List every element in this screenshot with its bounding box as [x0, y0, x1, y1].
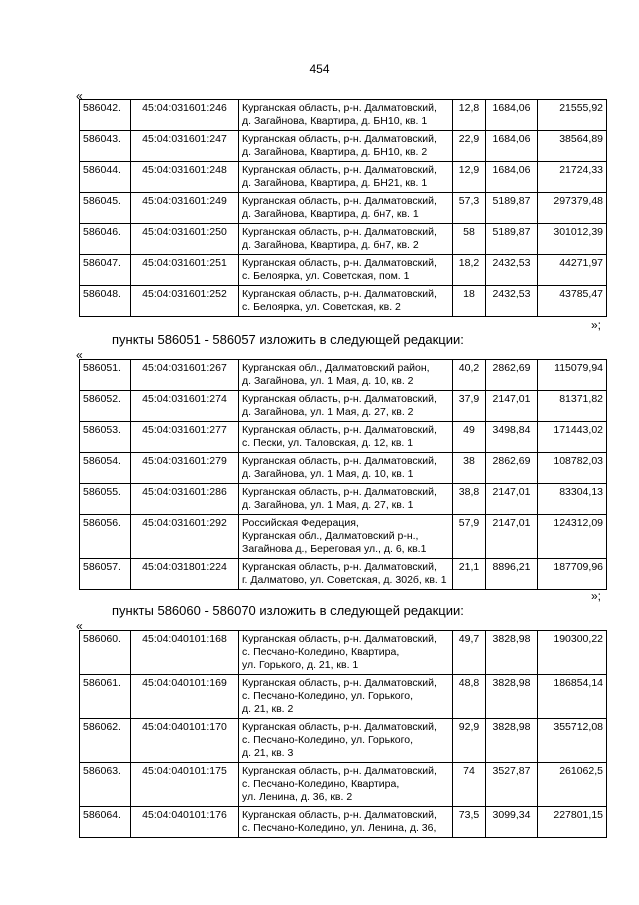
address-cell: Курганская область, р-н. Далматовский, д. Загайнова, Квартира, д. БН10, кв. 2 [239, 131, 453, 162]
cadastral-number-cell: 45:04:031601:292 [131, 515, 239, 559]
page-number: 454 [309, 62, 330, 76]
table-row [80, 719, 607, 763]
area-cell: 92,9 [453, 719, 486, 763]
cadastral-number-cell: 45:04:031601:247 [131, 131, 239, 162]
unit-price-cell: 2862,69 [486, 360, 538, 391]
cadastral-value-cell: 186854,14 [538, 675, 607, 719]
row-number-cell: 586052. [80, 391, 131, 422]
registry-table [79, 359, 607, 590]
unit-price-cell: 3498,84 [486, 422, 538, 453]
unit-price-cell: 2147,01 [486, 391, 538, 422]
row-number-cell: 586044. [80, 162, 131, 193]
unit-price-cell: 2147,01 [486, 515, 538, 559]
area-cell: 49 [453, 422, 486, 453]
cadastral-value-cell: 108782,03 [538, 453, 607, 484]
table-row [80, 631, 607, 675]
table-row [80, 391, 607, 422]
area-cell: 58 [453, 224, 486, 255]
cadastral-number-cell: 45:04:040101:170 [131, 719, 239, 763]
cadastral-number-cell: 45:04:031601:251 [131, 255, 239, 286]
row-number-cell: 586060. [80, 631, 131, 675]
area-cell: 18 [453, 286, 486, 317]
address-cell: Курганская область, р-н. Далматовский, д. Загайнова, ул. 1 Мая, д. 27, кв. 1 [239, 484, 453, 515]
row-number-cell: 586054. [80, 453, 131, 484]
address-cell: Курганская область, р-н. Далматовский, д. Загайнова, Квартира, д. БН10, кв. 1 [239, 100, 453, 131]
row-number-cell: 586057. [80, 559, 131, 590]
area-cell: 48,8 [453, 675, 486, 719]
address-cell: Курганская область, р-н. Далматовский, д. Загайнова, Квартира, д. бн7, кв. 1 [239, 193, 453, 224]
address-cell: Курганская область, р-н. Далматовский, д. Загайнова, ул. 1 Мая, д. 10, кв. 1 [239, 453, 453, 484]
cadastral-value-cell: 21555,92 [538, 100, 607, 131]
cadastral-value-cell: 21724,33 [538, 162, 607, 193]
unit-price-cell: 3527,87 [486, 763, 538, 807]
address-cell: Курганская область, р-н. Далматовский, с. Белоярка, ул. Советская, пом. 1 [239, 255, 453, 286]
area-cell: 38 [453, 453, 486, 484]
table-row [80, 484, 607, 515]
unit-price-cell: 1684,06 [486, 162, 538, 193]
unit-price-cell: 5189,87 [486, 193, 538, 224]
unit-price-cell: 3828,98 [486, 719, 538, 763]
cadastral-value-cell: 115079,94 [538, 360, 607, 391]
section-heading: пункты 586060 - 586070 изложить в следующей редакции: [112, 603, 464, 618]
table-row [80, 162, 607, 193]
table-row [80, 675, 607, 719]
area-cell: 18,2 [453, 255, 486, 286]
cadastral-number-cell: 45:04:031601:252 [131, 286, 239, 317]
address-cell: Курганская область, р-н. Далматовский, с. Песчано-Коледино, Квартира, ул. Горького, д. 21, кв. 1 [239, 631, 453, 675]
address-cell: Курганская область, р-н. Далматовский, д. Загайнова, Квартира, д. БН21, кв. 1 [239, 162, 453, 193]
opening-quote: « [76, 89, 83, 103]
area-cell: 74 [453, 763, 486, 807]
row-number-cell: 586063. [80, 763, 131, 807]
row-number-cell: 586051. [80, 360, 131, 391]
cadastral-value-cell: 81371,82 [538, 391, 607, 422]
cadastral-number-cell: 45:04:031601:246 [131, 100, 239, 131]
address-cell: Российская Федерация, Курганская обл., Далматовский р-н., Загайнова д., Береговая ул., д. 6, кв.1 [239, 515, 453, 559]
unit-price-cell: 3828,98 [486, 675, 538, 719]
table-row [80, 100, 607, 131]
address-cell: Курганская область, р-н. Далматовский, с. Песчано-Коледино, Квартира, ул. Ленина, д. 36, кв. 2 [239, 763, 453, 807]
area-cell: 12,9 [453, 162, 486, 193]
cadastral-value-cell: 187709,96 [538, 559, 607, 590]
area-cell: 22,9 [453, 131, 486, 162]
address-cell: Курганская обл., Далматовский район, д. Загайнова, ул. 1 Мая, д. 10, кв. 2 [239, 360, 453, 391]
unit-price-cell: 1684,06 [486, 100, 538, 131]
row-number-cell: 586043. [80, 131, 131, 162]
cadastral-number-cell: 45:04:031601:248 [131, 162, 239, 193]
cadastral-number-cell: 45:04:040101:169 [131, 675, 239, 719]
registry-table [79, 630, 607, 838]
area-cell: 21,1 [453, 559, 486, 590]
cadastral-number-cell: 45:04:031601:279 [131, 453, 239, 484]
table-row [80, 224, 607, 255]
area-cell: 12,8 [453, 100, 486, 131]
cadastral-value-cell: 190300,22 [538, 631, 607, 675]
cadastral-number-cell: 45:04:031601:250 [131, 224, 239, 255]
unit-price-cell: 3828,98 [486, 631, 538, 675]
table-row [80, 193, 607, 224]
row-number-cell: 586048. [80, 286, 131, 317]
cadastral-value-cell: 301012,39 [538, 224, 607, 255]
row-number-cell: 586046. [80, 224, 131, 255]
row-number-cell: 586047. [80, 255, 131, 286]
table-row [80, 763, 607, 807]
cadastral-value-cell: 43785,47 [538, 286, 607, 317]
table-row [80, 422, 607, 453]
cadastral-number-cell: 45:04:031601:249 [131, 193, 239, 224]
closing-quote: »; [591, 318, 602, 332]
area-cell: 49,7 [453, 631, 486, 675]
section-heading: пункты 586051 - 586057 изложить в следующей редакции: [112, 332, 464, 347]
area-cell: 38,8 [453, 484, 486, 515]
table-row [80, 515, 607, 559]
cadastral-number-cell: 45:04:031601:277 [131, 422, 239, 453]
table-row [80, 559, 607, 590]
row-number-cell: 586055. [80, 484, 131, 515]
cadastral-value-cell: 171443,02 [538, 422, 607, 453]
closing-quote: »; [591, 589, 602, 603]
opening-quote: « [76, 348, 83, 362]
cadastral-number-cell: 45:04:031601:274 [131, 391, 239, 422]
cadastral-number-cell: 45:04:031601:267 [131, 360, 239, 391]
table-row [80, 286, 607, 317]
cadastral-number-cell: 45:04:040101:175 [131, 763, 239, 807]
cadastral-value-cell: 124312,09 [538, 515, 607, 559]
row-number-cell: 586061. [80, 675, 131, 719]
cadastral-number-cell: 45:04:031601:286 [131, 484, 239, 515]
unit-price-cell: 8896,21 [486, 559, 538, 590]
unit-price-cell: 2862,69 [486, 453, 538, 484]
area-cell: 37,9 [453, 391, 486, 422]
address-cell: Курганская область, р-н. Далматовский, д. Загайнова, ул. 1 Мая, д. 27, кв. 2 [239, 391, 453, 422]
registry-table [79, 99, 607, 317]
table-row [80, 131, 607, 162]
address-cell: Курганская область, р-н. Далматовский, д. Загайнова, Квартира, д. бн7, кв. 2 [239, 224, 453, 255]
area-cell: 57,9 [453, 515, 486, 559]
row-number-cell: 586062. [80, 719, 131, 763]
row-number-cell: 586056. [80, 515, 131, 559]
cadastral-value-cell: 261062,5 [538, 763, 607, 807]
cadastral-value-cell: 83304,13 [538, 484, 607, 515]
address-cell: Курганская область, р-н. Далматовский, с. Песчано-Коледино, ул. Ленина, д. 36, [239, 807, 453, 838]
address-cell: Курганская область, р-н. Далматовский, с. Пески, ул. Таловская, д. 12, кв. 1 [239, 422, 453, 453]
unit-price-cell: 2432,53 [486, 255, 538, 286]
cadastral-value-cell: 227801,15 [538, 807, 607, 838]
cadastral-value-cell: 44271,97 [538, 255, 607, 286]
unit-price-cell: 2432,53 [486, 286, 538, 317]
area-cell: 57,3 [453, 193, 486, 224]
unit-price-cell: 1684,06 [486, 131, 538, 162]
cadastral-value-cell: 297379,48 [538, 193, 607, 224]
cadastral-number-cell: 45:04:031801:224 [131, 559, 239, 590]
address-cell: Курганская область, р-н. Далматовский, с. Песчано-Коледино, ул. Горького, д. 21, кв. 3 [239, 719, 453, 763]
cadastral-number-cell: 45:04:040101:176 [131, 807, 239, 838]
cadastral-value-cell: 355712,08 [538, 719, 607, 763]
row-number-cell: 586064. [80, 807, 131, 838]
row-number-cell: 586042. [80, 100, 131, 131]
area-cell: 40,2 [453, 360, 486, 391]
area-cell: 73,5 [453, 807, 486, 838]
row-number-cell: 586053. [80, 422, 131, 453]
cadastral-number-cell: 45:04:040101:168 [131, 631, 239, 675]
table-row [80, 807, 607, 838]
opening-quote: « [76, 619, 83, 633]
address-cell: Курганская область, р-н. Далматовский, с. Белоярка, ул. Советская, кв. 2 [239, 286, 453, 317]
unit-price-cell: 3099,34 [486, 807, 538, 838]
table-row [80, 360, 607, 391]
address-cell: Курганская область, р-н. Далматовский, г. Далматово, ул. Советская, д. 302б, кв. 1 [239, 559, 453, 590]
table-row [80, 453, 607, 484]
unit-price-cell: 2147,01 [486, 484, 538, 515]
table-row [80, 255, 607, 286]
unit-price-cell: 5189,87 [486, 224, 538, 255]
cadastral-value-cell: 38564,89 [538, 131, 607, 162]
address-cell: Курганская область, р-н. Далматовский, с. Песчано-Коледино, ул. Горького, д. 21, кв. 2 [239, 675, 453, 719]
row-number-cell: 586045. [80, 193, 131, 224]
